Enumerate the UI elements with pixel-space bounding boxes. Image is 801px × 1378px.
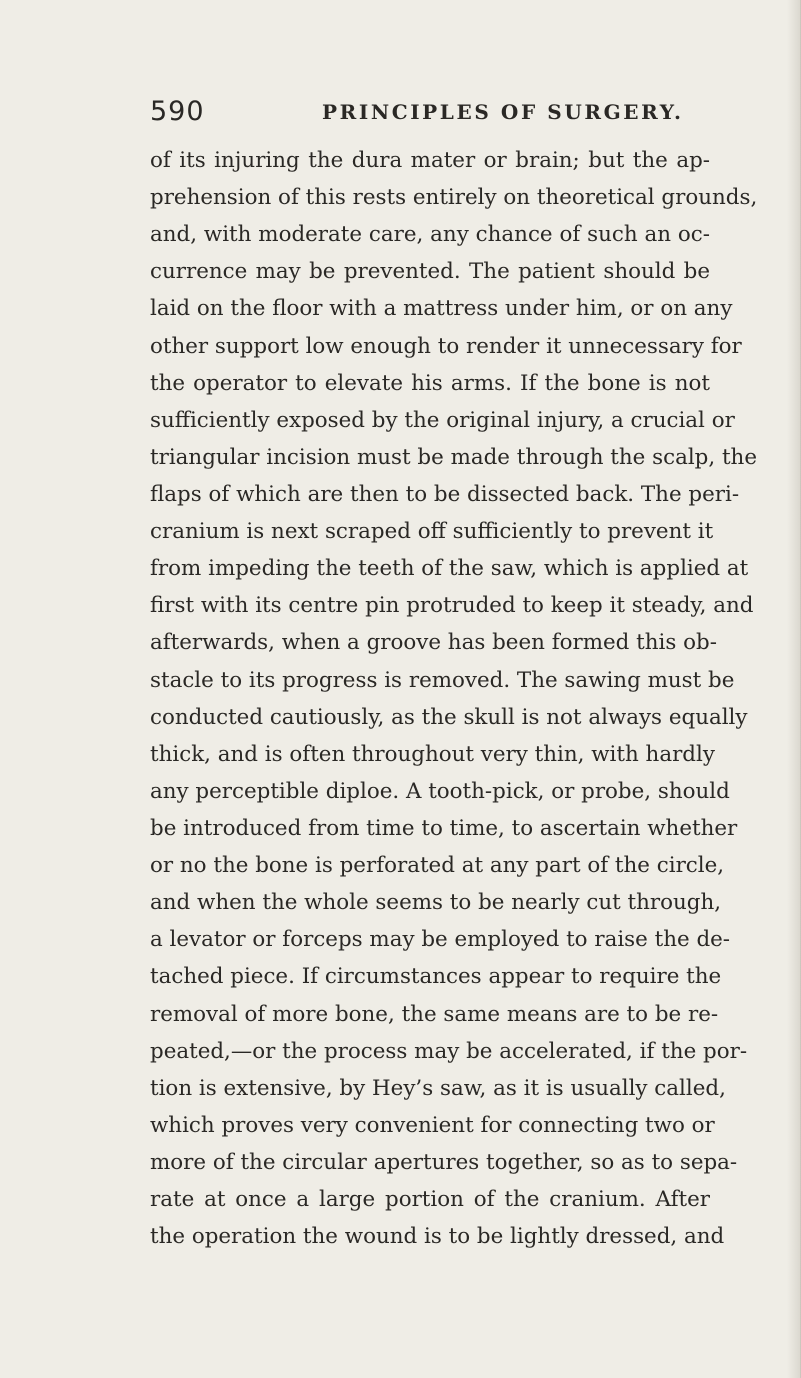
text-line: be introduced from time to time, to ascertain whether <box>150 815 738 841</box>
text-line: and, with moderate care, any chance of such an oc- <box>150 222 710 248</box>
text-line: rate at once a large portion of the cranium. After <box>150 1187 710 1213</box>
text-line: other support low enough to render it unnecessary for <box>150 333 742 359</box>
text-line: first with its centre pin protruded to keep it steady, and <box>150 593 754 619</box>
text-line: a levator or forceps may be employed to raise the de- <box>150 927 731 953</box>
text-line: thick, and is often throughout very thin, with hardly <box>150 741 715 767</box>
running-head <box>150 96 710 136</box>
text-line: the operation the wound is to be lightly dressed, and <box>150 1224 725 1250</box>
text-line: triangular incision must be made through the scalp, the <box>150 444 757 470</box>
text-line: from impeding the teeth of the saw, which is applied at <box>150 556 749 582</box>
text-line: prehension of this rests entirely on theoretical grounds, <box>150 185 758 211</box>
running-title: PRINCIPLES OF SURGERY. <box>322 100 684 124</box>
text-line: sufficiently exposed by the original injury, a crucial or <box>150 407 735 433</box>
text-line: flaps of which are then to be dissected back. The peri- <box>150 481 740 507</box>
text-line: laid on the floor with a mattress under him, or on any <box>150 296 733 322</box>
text-line: conducted cautiously, as the skull is not always equally <box>150 704 748 730</box>
text-line: stacle to its progress is removed. The sawing must be <box>150 667 735 693</box>
body-text <box>150 142 758 1255</box>
text-line: which proves very convenient for connecting two or <box>150 1112 715 1138</box>
text-line: any perceptible diploe. A tooth-pick, or probe, should <box>150 778 730 804</box>
text-line: afterwards, when a groove has been formed this ob- <box>150 630 717 656</box>
text-line: and when the whole seems to be nearly cut through, <box>150 890 722 916</box>
text-line: or no the bone is perforated at any part of the circle, <box>150 853 725 879</box>
page-edge-shadow <box>787 0 801 1378</box>
text-line: more of the circular apertures together, so as to sepa- <box>150 1149 738 1175</box>
text-line: peated,—or the process may be accelerated, if the por- <box>150 1038 748 1064</box>
text-line: cranium is next scraped off sufficiently to prevent it <box>150 519 714 545</box>
text-line: the operator to elevate his arms. If the bone is not <box>150 370 710 396</box>
text-line: currence may be prevented. The patient should be <box>150 259 710 285</box>
text-line: tion is extensive, by Hey’s saw, as it is usually called, <box>150 1075 726 1101</box>
text-line: removal of more bone, the same means are to be re- <box>150 1001 719 1027</box>
text-line: of its injuring the dura mater or brain; but the ap- <box>150 148 710 173</box>
text-line: tached piece. If circumstances appear to require the <box>150 964 722 990</box>
page-number: 590 <box>150 96 205 127</box>
